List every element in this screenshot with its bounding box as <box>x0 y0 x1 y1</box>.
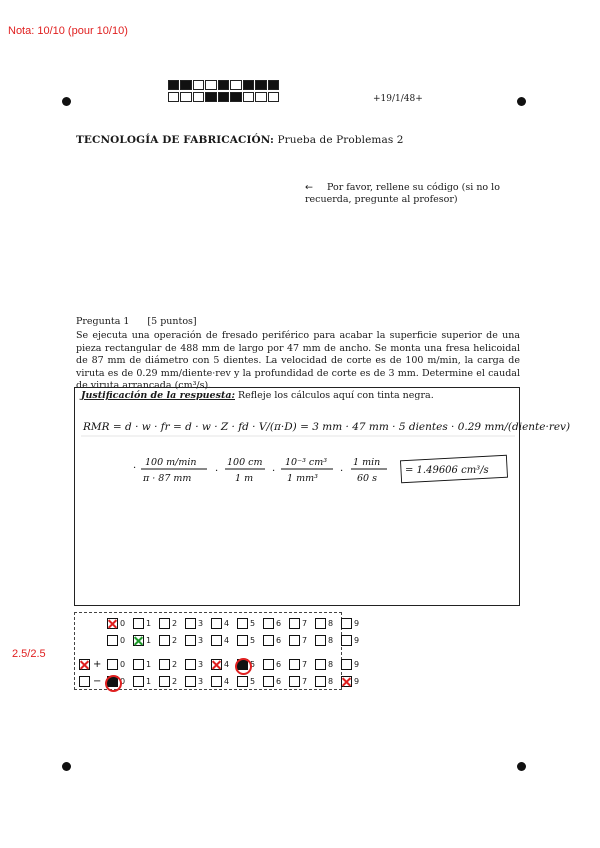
digit-checkbox[interactable] <box>107 676 118 687</box>
digit-checkbox[interactable] <box>133 635 144 646</box>
digit-checkbox[interactable] <box>341 659 352 670</box>
digit-checkbox[interactable] <box>341 618 352 629</box>
question-grade: 2.5/2.5 <box>12 648 46 660</box>
digit-label: 0 <box>120 635 126 645</box>
digit-option[interactable] <box>211 616 237 630</box>
digit-checkbox[interactable] <box>237 635 248 646</box>
svg-text:·: · <box>340 466 344 477</box>
digit-checkbox[interactable] <box>341 635 352 646</box>
digit-checkbox[interactable] <box>289 659 300 670</box>
digit-label: 9 <box>354 676 360 686</box>
svg-text:·: · <box>215 466 219 477</box>
digit-label: 5 <box>250 676 256 686</box>
digit-checkbox[interactable] <box>159 659 170 670</box>
digit-option[interactable] <box>263 633 289 647</box>
svg-text:·: · <box>133 463 137 474</box>
digit-label: 5 <box>250 659 256 669</box>
digit-label: 7 <box>302 676 308 686</box>
calc-frac-4-den: 60 s <box>357 473 377 484</box>
digit-checkbox[interactable] <box>289 676 300 687</box>
registration-dot-bottom-right <box>517 762 526 771</box>
sign-checkbox-plus[interactable] <box>79 659 90 670</box>
digit-checkbox[interactable] <box>237 676 248 687</box>
calc-frac-3-den: 1 mm³ <box>287 473 318 484</box>
code-instruction <box>305 182 520 206</box>
digit-option[interactable] <box>159 657 185 671</box>
digit-option[interactable] <box>185 674 211 688</box>
digit-checkbox[interactable] <box>159 676 170 687</box>
calc-frac-2-num: 100 cm <box>227 457 263 468</box>
total-grade: Nota: 10/10 (pour 10/10) <box>8 25 128 37</box>
digit-option[interactable] <box>315 616 341 630</box>
student-barcode <box>168 80 280 102</box>
digit-option[interactable] <box>341 616 367 630</box>
digit-label: 2 <box>172 618 178 628</box>
digit-checkbox[interactable] <box>237 618 248 629</box>
digit-label: 2 <box>172 676 178 686</box>
digit-option[interactable] <box>211 633 237 647</box>
digit-label: 2 <box>172 635 178 645</box>
digit-label: 6 <box>276 635 282 645</box>
sign-option-minus <box>79 676 107 687</box>
digit-label: 0 <box>120 618 126 628</box>
digit-option[interactable] <box>237 633 263 647</box>
sign-label-plus: + <box>93 658 102 670</box>
question-points: [5 puntos] <box>147 316 197 327</box>
calc-frac-4-num: 1 min <box>353 457 381 468</box>
digit-checkbox[interactable] <box>133 676 144 687</box>
digit-option[interactable] <box>107 633 133 647</box>
digit-label: 3 <box>198 676 204 686</box>
question-statement: Se ejecuta una operación de fresado periférico para acabar la superficie superior de una pieza rectangular de 488 mm de largo por 47 mm de ancho. Se monta una fresa helicoidal de 87 mm de diámetro con 5 dientes. La velocidad de corte es de 100 m/min, la carga de viruta es de 0.29 mm/diente·rev y la profundidad de corte es de 3 mm. Determine el caudal de viruta arrancada (cm³/s). <box>76 330 520 391</box>
digit-option[interactable] <box>185 657 211 671</box>
answer-label-italic: Justificación de la respuesta: <box>81 390 235 401</box>
answer-label-rest: Refleje los cálculos aquí con tinta negra. <box>235 390 434 401</box>
digit-option[interactable] <box>315 674 341 688</box>
sign-checkbox-minus[interactable] <box>79 676 90 687</box>
digit-checkbox[interactable] <box>263 659 274 670</box>
digit-label: 6 <box>276 659 282 669</box>
digit-option[interactable] <box>289 674 315 688</box>
digit-checkbox[interactable] <box>341 676 352 687</box>
digit-checkbox[interactable] <box>315 635 326 646</box>
digit-label: 7 <box>302 635 308 645</box>
digit-option[interactable] <box>133 616 159 630</box>
digit-option[interactable] <box>341 674 367 688</box>
digit-option[interactable] <box>107 616 133 630</box>
digit-label: 8 <box>328 635 334 645</box>
digit-label: 1 <box>146 618 152 628</box>
correction-circle-icon <box>105 675 122 692</box>
digit-option[interactable] <box>289 616 315 630</box>
digit-label: 7 <box>302 618 308 628</box>
digit-checkbox[interactable] <box>263 618 274 629</box>
registration-dot-top-left <box>62 97 71 106</box>
digit-label: 6 <box>276 676 282 686</box>
digit-checkbox[interactable] <box>107 635 118 646</box>
digit-checkbox[interactable] <box>107 618 118 629</box>
digit-label: 1 <box>146 676 152 686</box>
left-arrow-icon: ← <box>305 182 313 193</box>
exam-code: +19/1/48+ <box>373 94 423 104</box>
digit-checkbox[interactable] <box>211 676 222 687</box>
answer-digit-grid <box>74 612 360 690</box>
digit-checkbox[interactable] <box>185 659 196 670</box>
digit-option[interactable] <box>185 616 211 630</box>
digit-option[interactable] <box>315 633 341 647</box>
question-header <box>76 316 197 327</box>
digit-label: 4 <box>224 618 230 628</box>
digit-option[interactable] <box>263 674 289 688</box>
sign-option-plus <box>79 659 107 670</box>
exam-title-bold: TECNOLOGÍA DE FABRICACIÓN: <box>76 134 275 146</box>
calc-frac-2-den: 1 m <box>235 473 254 484</box>
digit-label: 4 <box>224 659 230 669</box>
digit-label: 2 <box>172 659 178 669</box>
calc-frac-1-num: 100 m/min <box>145 457 197 468</box>
digit-checkbox[interactable] <box>211 635 222 646</box>
digit-checkbox[interactable] <box>185 618 196 629</box>
digit-checkbox[interactable] <box>289 618 300 629</box>
digit-option[interactable] <box>107 674 133 688</box>
digit-checkbox[interactable] <box>315 659 326 670</box>
digit-row-3 <box>79 657 367 671</box>
digit-checkbox[interactable] <box>107 659 118 670</box>
code-instruction-text: Por favor, rellene su código (si no lo recuerda, pregunte al profesor) <box>305 182 500 205</box>
digit-option[interactable] <box>133 657 159 671</box>
digit-label: 7 <box>302 659 308 669</box>
digit-checkbox[interactable] <box>159 635 170 646</box>
digit-label: 5 <box>250 618 256 628</box>
digit-label: 3 <box>198 618 204 628</box>
digit-label: 3 <box>198 659 204 669</box>
calc-frac-3-num: 10⁻³ cm³ <box>285 457 328 468</box>
calc-result: = 1.49606 cm³/s <box>405 465 489 476</box>
registration-dot-bottom-left <box>62 762 71 771</box>
digit-label: 4 <box>224 635 230 645</box>
digit-checkbox[interactable] <box>211 659 222 670</box>
exam-title <box>76 134 404 146</box>
digit-label: 1 <box>146 635 152 645</box>
digit-checkbox[interactable] <box>263 635 274 646</box>
calc-line-1: RMR = d · w · fr = d · w · Z · fd · V/(π·D) = 3 mm · 47 mm · 5 dientes · 0.29 mm/(diente·rev) <box>83 421 571 433</box>
digit-option[interactable] <box>133 633 159 647</box>
digit-option[interactable] <box>289 657 315 671</box>
digit-label: 9 <box>354 659 360 669</box>
digit-row-2 <box>79 633 367 647</box>
digit-label: 6 <box>276 618 282 628</box>
digit-checkbox[interactable] <box>289 635 300 646</box>
digit-checkbox[interactable] <box>211 618 222 629</box>
digit-checkbox[interactable] <box>315 676 326 687</box>
digit-checkbox[interactable] <box>159 618 170 629</box>
digit-label: 4 <box>224 676 230 686</box>
digit-checkbox[interactable] <box>315 618 326 629</box>
digit-option[interactable] <box>211 674 237 688</box>
handwritten-calculation <box>75 388 571 498</box>
digit-label: 9 <box>354 635 360 645</box>
question-label: Pregunta 1 <box>76 316 130 327</box>
digit-row-1 <box>79 616 367 630</box>
sign-label-minus: − <box>93 675 102 687</box>
digit-label: 5 <box>250 635 256 645</box>
digit-option[interactable] <box>159 616 185 630</box>
digit-checkbox[interactable] <box>185 676 196 687</box>
digit-label: 1 <box>146 659 152 669</box>
digit-option[interactable] <box>237 657 263 671</box>
digit-checkbox[interactable] <box>237 659 248 670</box>
digit-option[interactable] <box>341 633 367 647</box>
digit-checkbox[interactable] <box>133 618 144 629</box>
digit-option[interactable] <box>159 674 185 688</box>
digit-option[interactable] <box>341 657 367 671</box>
digit-label: 0 <box>120 659 126 669</box>
digit-option[interactable] <box>133 674 159 688</box>
digit-checkbox[interactable] <box>263 676 274 687</box>
digit-option[interactable] <box>263 616 289 630</box>
digit-label: 9 <box>354 618 360 628</box>
digit-option[interactable] <box>107 657 133 671</box>
exam-title-rest: Prueba de Problemas 2 <box>274 134 404 146</box>
digit-label: 3 <box>198 635 204 645</box>
digit-option[interactable] <box>211 657 237 671</box>
answer-box[interactable] <box>74 387 571 606</box>
correction-circle-icon <box>235 658 252 675</box>
digit-checkbox[interactable] <box>133 659 144 670</box>
digit-checkbox[interactable] <box>185 635 196 646</box>
digit-option[interactable] <box>289 633 315 647</box>
digit-label: 0 <box>120 676 126 686</box>
digit-row-4 <box>79 674 367 688</box>
registration-dot-top-right <box>517 97 526 106</box>
digit-option[interactable] <box>263 657 289 671</box>
digit-label: 8 <box>328 659 334 669</box>
digit-option[interactable] <box>315 657 341 671</box>
digit-option[interactable] <box>159 633 185 647</box>
digit-option[interactable] <box>237 674 263 688</box>
digit-label: 8 <box>328 618 334 628</box>
svg-text:·: · <box>272 466 276 477</box>
calc-frac-1-den: π · 87 mm <box>143 473 192 484</box>
digit-option[interactable] <box>237 616 263 630</box>
digit-label: 8 <box>328 676 334 686</box>
digit-option[interactable] <box>185 633 211 647</box>
